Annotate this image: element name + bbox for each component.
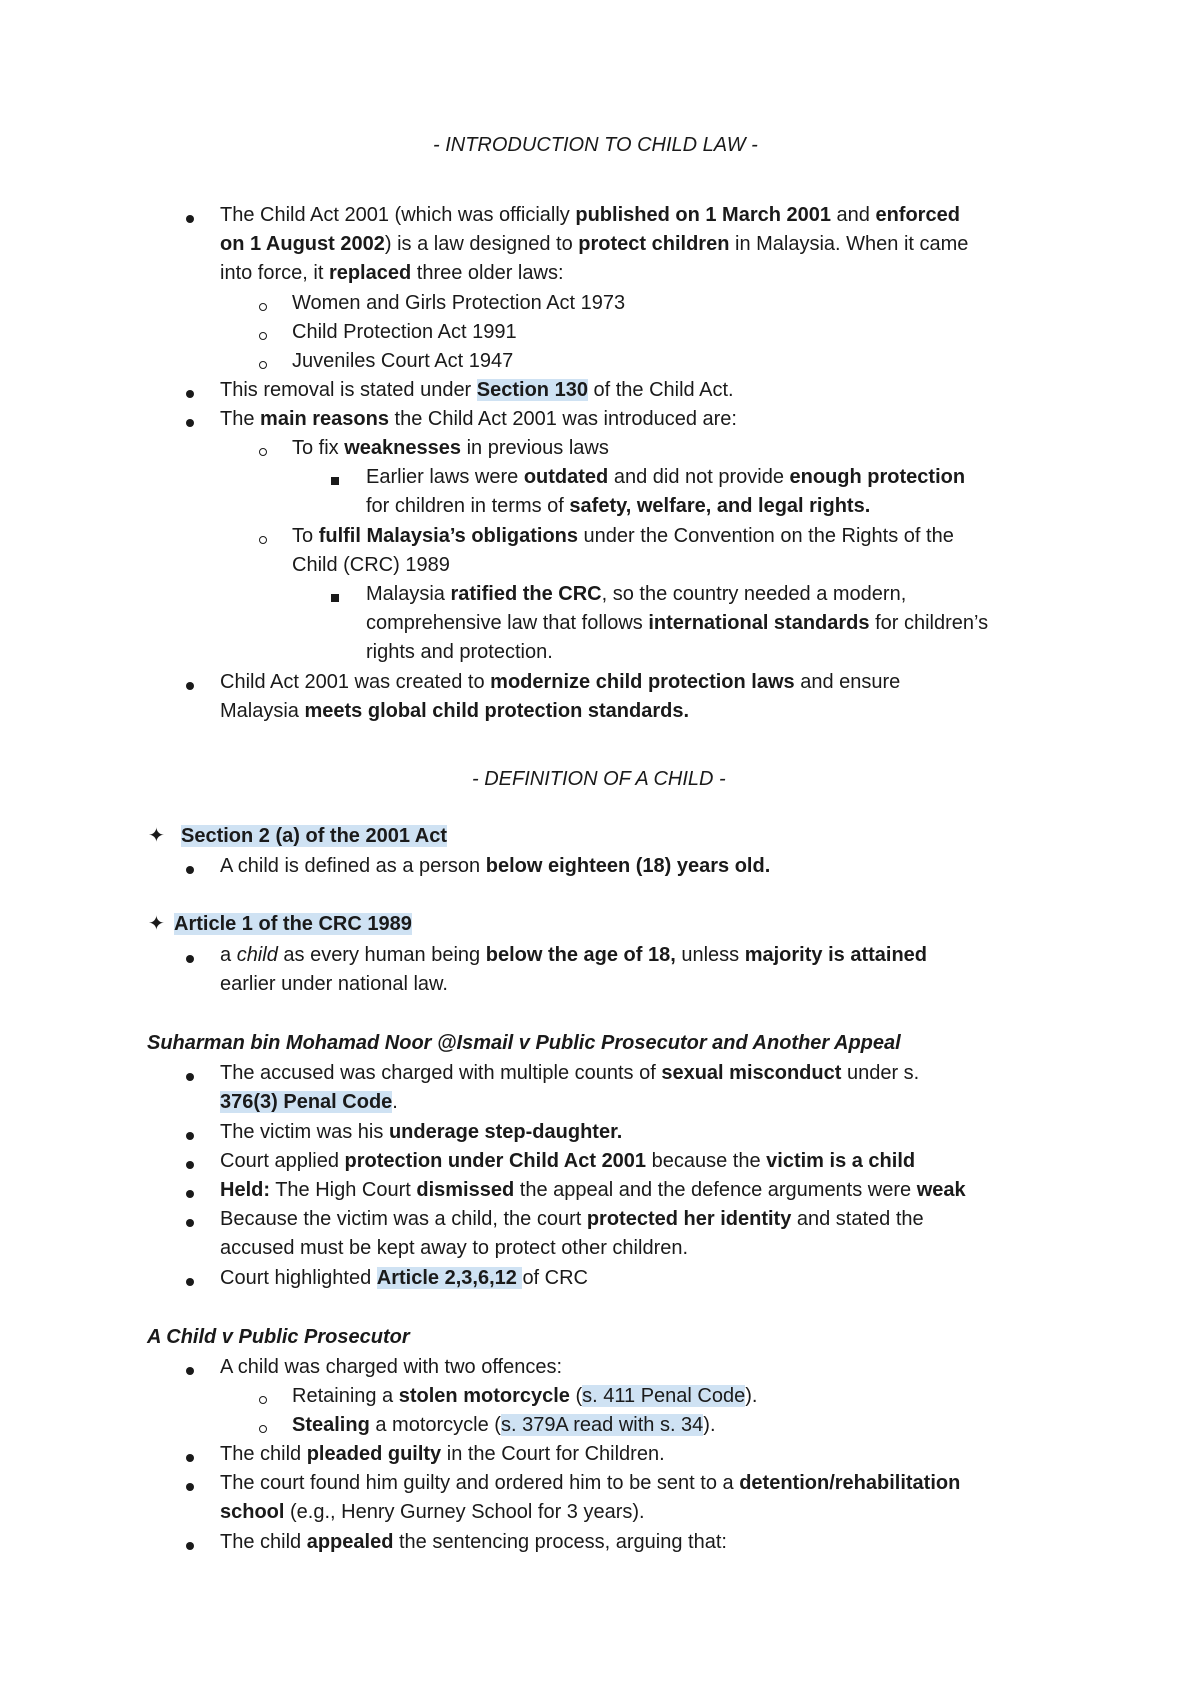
bullet-disc-icon [186, 1454, 194, 1462]
list-item [292, 522, 954, 550]
bullet-disc-icon [186, 1483, 194, 1491]
bullet-square-icon [331, 594, 339, 602]
case-title: Suharman bin Mohamad Noor @Ismail v Public Prosecutor and Another Appeal [147, 1032, 901, 1054]
text-run: Malaysia [366, 583, 451, 605]
text-run-bold: enforced [875, 204, 960, 226]
text-run: . [392, 1091, 398, 1113]
text-run-bold: detention/rehabilitation [739, 1472, 961, 1494]
text-run: into force, it [220, 262, 329, 284]
text-run: ). [745, 1385, 758, 1407]
text-run-bold: meets global child protection standards. [304, 700, 689, 722]
text-run: Retaining a [292, 1385, 399, 1407]
paragraph-line: Child (CRC) 1989 [292, 554, 450, 576]
text-run: three older laws: [411, 262, 564, 284]
bullet-disc-icon [186, 1542, 194, 1550]
text-run: under s. [841, 1062, 920, 1084]
text-run-highlight: Section 2 (a) of the 2001 Act [181, 825, 447, 847]
bullet-disc-icon [186, 390, 194, 398]
paragraph-line: rights and protection. [366, 641, 553, 663]
text-run-bold: pleaded guilty [306, 1443, 442, 1465]
paragraph-line [220, 201, 960, 229]
bullet-disc-icon [186, 1219, 194, 1227]
list-item [220, 1264, 588, 1292]
text-run-bold: dismissed [416, 1179, 515, 1201]
list-item [220, 1528, 727, 1556]
text-run-bold: modernize child protection laws [490, 671, 795, 693]
bullet-disc-icon [186, 682, 194, 690]
list-item [366, 463, 965, 491]
text-run-highlight: s. 411 Penal Code [582, 1385, 746, 1407]
text-run-bold: underage step-daughter. [388, 1121, 623, 1143]
text-run-bold: enough protection [789, 466, 966, 488]
bullet-disc-icon [186, 1278, 194, 1286]
text-run: as every human being [277, 944, 486, 966]
list-item [366, 580, 906, 608]
list-item: Juveniles Court Act 1947 [292, 350, 514, 372]
text-run: (e.g., Henry Gurney School for 3 years). [284, 1501, 645, 1523]
text-run-bold: Held: [220, 1179, 270, 1201]
list-item [220, 1205, 924, 1233]
text-run: The Child Act 2001 (which was officially [220, 204, 576, 226]
text-run-bold: main reasons [260, 408, 389, 430]
text-run-bold: ratified the CRC [450, 583, 602, 605]
text-run: The child [220, 1531, 307, 1553]
text-run-highlight: Article 1 of the CRC 1989 [174, 913, 412, 935]
text-run-bold: protected her identity [586, 1208, 792, 1230]
list-item: Women and Girls Protection Act 1973 [292, 292, 626, 314]
paragraph-line [220, 1088, 398, 1116]
text-run-italic: child [236, 944, 278, 966]
text-run: comprehensive law that follows [366, 612, 649, 634]
list-item [220, 852, 770, 880]
paragraph-line: accused must be kept away to protect other children. [220, 1237, 689, 1259]
list-item [220, 376, 734, 404]
text-run-bold: outdated [523, 466, 609, 488]
text-run: The High Court [270, 1179, 417, 1201]
text-run: Court applied [220, 1150, 345, 1172]
paragraph-line [366, 609, 988, 637]
text-run: ( [569, 1385, 583, 1407]
paragraph-line [220, 259, 564, 287]
text-run: The accused was charged with multiple counts of [220, 1062, 662, 1084]
text-run: and stated the [791, 1208, 924, 1230]
text-run: unless [675, 944, 745, 966]
bullet-circle-icon [259, 332, 267, 340]
text-run-highlight: s. 379A read with s. 34 [500, 1414, 704, 1436]
text-run-bold: protect children [578, 233, 730, 255]
star-icon: ✦ [148, 825, 165, 847]
list-item: Child Protection Act 1991 [292, 321, 517, 343]
text-run-bold: school [220, 1501, 285, 1523]
text-run: of the Child Act. [587, 379, 734, 401]
text-run-bold: below eighteen (18) years old. [485, 855, 771, 877]
paragraph-line [220, 697, 689, 725]
text-run-bold: on 1 August 2002 [220, 233, 385, 255]
text-run-bold: majority is attained [744, 944, 927, 966]
text-run: The court found him guilty and ordered him to be sent to a [220, 1472, 740, 1494]
text-run: and ensure [794, 671, 901, 693]
bullet-disc-icon [186, 215, 194, 223]
text-run: and [830, 204, 876, 226]
text-run: because the [646, 1150, 767, 1172]
list-item [220, 1440, 665, 1468]
text-run-bold: international standards [648, 612, 870, 634]
list-item [220, 668, 900, 696]
text-run: a [220, 944, 237, 966]
list-item [220, 1147, 915, 1175]
text-run: Court highlighted [220, 1267, 377, 1289]
text-run: The child [220, 1443, 307, 1465]
text-run: the sentencing process, arguing that: [393, 1531, 727, 1553]
bullet-circle-icon [259, 536, 267, 544]
text-run: A child is defined as a person [220, 855, 486, 877]
text-run: To fix [292, 437, 345, 459]
bullet-square-icon [331, 477, 339, 485]
text-run: ). [703, 1414, 716, 1436]
text-run: under the Convention on the Rights of the [578, 525, 954, 547]
text-run: a motorcycle ( [369, 1414, 501, 1436]
bullet-disc-icon [186, 1132, 194, 1140]
section-heading-introduction: - INTRODUCTION TO CHILD LAW - [433, 134, 758, 156]
text-run: the Child Act 2001 was introduced are: [388, 408, 737, 430]
subheading [174, 910, 412, 938]
text-run-bold: weaknesses [344, 437, 462, 459]
bullet-disc-icon [186, 419, 194, 427]
text-run: This removal is stated under [220, 379, 477, 401]
paragraph-line [220, 1498, 645, 1526]
section-heading-definition: - DEFINITION OF A CHILD - [472, 768, 726, 790]
case-title: A Child v Public Prosecutor [147, 1326, 410, 1348]
bullet-circle-icon [259, 303, 267, 311]
text-run: ) is a law designed to [384, 233, 579, 255]
bullet-disc-icon [186, 1073, 194, 1081]
text-run: in the Court for Children. [441, 1443, 665, 1465]
bullet-disc-icon [186, 1161, 194, 1169]
subheading [181, 822, 447, 850]
text-run: of CRC [522, 1267, 589, 1289]
bullet-circle-icon [259, 1425, 267, 1433]
list-item [292, 434, 609, 462]
text-run: Malaysia [220, 700, 305, 722]
text-run-bold: victim is a child [766, 1150, 916, 1172]
text-run: for children’s [869, 612, 989, 634]
list-item: A child was charged with two offences: [220, 1356, 563, 1378]
bullet-disc-icon [186, 1190, 194, 1198]
text-run: To [292, 525, 319, 547]
text-run-bold: weak [916, 1179, 966, 1201]
text-run: , so the country needed a modern, [601, 583, 907, 605]
bullet-disc-icon [186, 866, 194, 874]
text-run-bold: published on 1 March 2001 [575, 204, 831, 226]
text-run-highlight: Section 130 [476, 379, 588, 401]
text-run: and did not provide [608, 466, 790, 488]
text-run: for children in terms of [366, 495, 570, 517]
list-item [220, 941, 927, 969]
text-run: Child Act 2001 was created to [220, 671, 491, 693]
text-run-bold: replaced [328, 262, 412, 284]
text-run-bold: below the age of 18, [485, 944, 676, 966]
text-run: in Malaysia. When it came [729, 233, 969, 255]
text-run: The victim was his [220, 1121, 389, 1143]
bullet-circle-icon [259, 448, 267, 456]
paragraph-line [220, 230, 968, 258]
list-item [292, 1382, 757, 1410]
list-item [220, 1118, 622, 1146]
list-item [292, 1411, 716, 1439]
list-item [220, 1059, 919, 1087]
text-run: in previous laws [461, 437, 609, 459]
bullet-circle-icon [259, 361, 267, 369]
text-run-highlight: Article 2,3,6,12 [376, 1267, 523, 1289]
text-run-bold: safety, welfare, and legal rights. [569, 495, 871, 517]
bullet-disc-icon [186, 955, 194, 963]
paragraph-line [366, 492, 870, 520]
text-run-bold: stolen motorcycle [398, 1385, 570, 1407]
list-item [220, 405, 737, 433]
list-item [220, 1176, 966, 1204]
text-run: Earlier laws were [366, 466, 524, 488]
text-run-highlight: 376(3) Penal Code [220, 1091, 393, 1113]
text-run-bold: Stealing [292, 1414, 370, 1436]
text-run-bold: protection under Child Act 2001 [344, 1150, 647, 1172]
bullet-disc-icon [186, 1367, 194, 1375]
text-run: Because the victim was a child, the court [220, 1208, 587, 1230]
list-item [220, 1469, 960, 1497]
paragraph-line: earlier under national law. [220, 973, 448, 995]
text-run-bold: fulfil Malaysia’s obligations [318, 525, 578, 547]
text-run-bold: appealed [306, 1531, 394, 1553]
star-icon: ✦ [148, 913, 165, 935]
text-run: The [220, 408, 261, 430]
text-run-bold: sexual misconduct [661, 1062, 842, 1084]
text-run: the appeal and the defence arguments were [514, 1179, 917, 1201]
bullet-circle-icon [259, 1396, 267, 1404]
